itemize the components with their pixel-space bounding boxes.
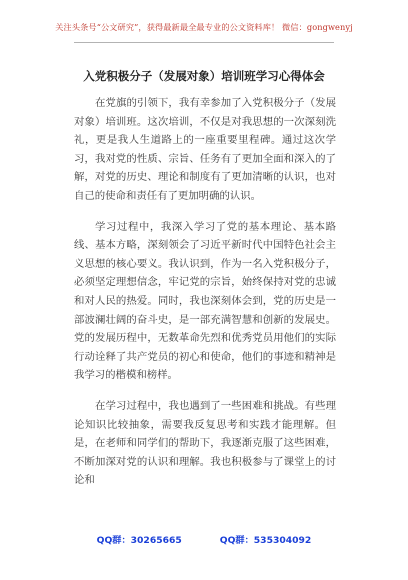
paragraph: 学习过程中，我深入学习了党的基本理论、基本路线、基本方略，深刻领会了习近平新时代中国特色社会主义思想的核心要义。我认识到，作为一名入党积极分子，必须坚定理想信念，牢记党的宗旨，始终保持对党的忠诚和对人民的热爱。同时，我也深刻体会到，党的历史是一部波澜壮阔的奋斗史，是一部充满智慧和创新的发展史。党的发展历程中，无数革命先烈和优秀党员用他们的实际行动诠释了共产党员的初心和使命，他们的事迹和精神是我学习的楷模和榜样。 <box>74 220 336 382</box>
footer-qq-group-2: QQ群：535304092 <box>219 535 312 546</box>
footer-qq-groups <box>0 532 408 546</box>
document-body <box>74 94 336 502</box>
paragraph: 在学习过程中，我也遇到了一些困难和挑战。有些理论知识比较抽象，需要我反复思考和实践才能理解。但是，在老师和同学们的帮助下，我逐渐克服了这些困难，不断加深对党的认识和理解。我也积极参与了课堂上的讨论和 <box>74 399 336 487</box>
header-divider <box>74 42 334 43</box>
document-title: 入党积极分子（发展对象）培训班学习心得体会 <box>83 69 325 83</box>
header-note: 关注头条号“公文研究”，获得最新最全最专业的公文资料库！ 微信：gongwenyj <box>55 22 353 32</box>
paragraph: 在党旗的引领下，我有幸参加了入党积极分子（发展对象）培训班。这次培训，不仅是对我思想的一次深刻洗礼，更是我人生道路上的一座重要里程碑。通过这次学习，我对党的性质、宗旨、任务有了更加全面和深入的了解，对党的历史、理论和制度有了更加清晰的认识，也对自己的使命和责任有了更加明确的认识。 <box>74 97 336 202</box>
footer-qq-group-1: QQ群：30265665 <box>96 535 182 546</box>
